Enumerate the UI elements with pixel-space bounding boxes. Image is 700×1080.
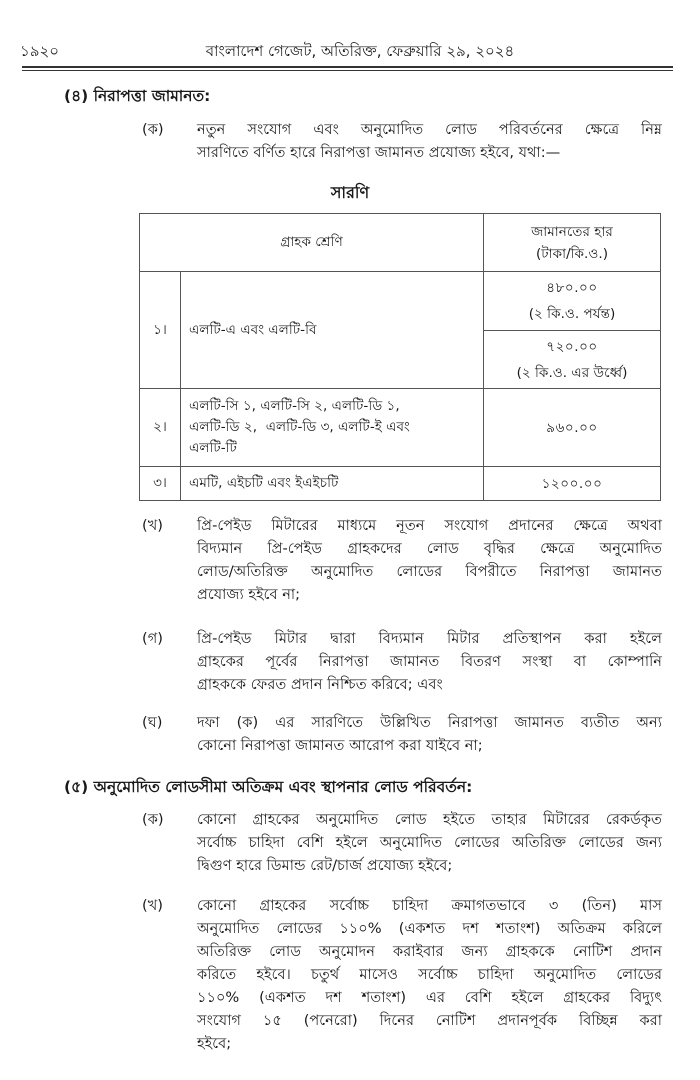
rate-value: ১২০০.০০ [484, 467, 661, 501]
row-category: এলটি-এ এবং এলটি-বি [181, 272, 484, 389]
section-4-heading: (৪) নিরাপত্তা জামানত: [64, 87, 211, 105]
clause-line: সংযোগ ১৫ (পনেরো) দিনের নোটিশ প্রদানপূর্বক বিচ্ছিন্ন করা [197, 1012, 662, 1029]
clause-4-ga [142, 627, 662, 699]
clause-4-kha [142, 514, 662, 609]
clause-line: করিতে হইবে। চতুর্থ মাসেও সর্বোচ্চ চাহিদা অনুমোদিত লোডের [197, 966, 662, 983]
table-header-row [140, 214, 661, 272]
security-deposit-table [139, 213, 661, 501]
row-serial: ২। [140, 389, 181, 467]
clause-line: লোড/অতিরিক্ত অনুমোদিত লোডের বিপরীতে নিরাপত্তা জামানত [197, 563, 662, 580]
rate-note: (২ কি.ও. এর উর্ধ্বে) [516, 364, 628, 381]
clause-line: কোনো গ্রাহকের সর্বোচ্চ চাহিদা ক্রমাগতভাবে ৩ (তিন) মাস [197, 897, 662, 914]
header-double-rule [22, 66, 673, 71]
clause-line: দফা (ক) এর সারণিতে উল্লিখিত নিরাপত্তা জামানত ব্যতীত অন্য [197, 714, 662, 731]
clause-4-ka [142, 118, 662, 168]
clause-line: দ্বিগুণ হারে ডিমান্ড রেট/চার্জ প্রযোজ্য হইবে; [197, 857, 453, 874]
clause-line: প্রি-পেইড মিটার দ্বারা বিদ্যমান মিটার প্রতিস্থাপন করা হইলে [197, 630, 662, 647]
clause-marker: (গ) [142, 630, 163, 647]
clause-marker: (ক) [142, 121, 164, 138]
clause-line: অতিরিক্ত লোড অনুমোদন করাইবার জন্য গ্রাহককে নোটিশ প্রদান [197, 943, 662, 960]
table-row [140, 389, 661, 467]
row-rate-cell [484, 331, 661, 389]
clause-line: কোনো নিরাপত্তা জামানত আরোপ করা যাইবে না; [197, 737, 483, 754]
clause-line: প্রযোজ্য হইবে না; [197, 586, 301, 603]
rate-value: ৭২০.০০ [546, 338, 598, 355]
clause-line: প্রি-পেইড মিটারের মাধ্যমে নূতন সংযোগ প্রদানের ক্ষেত্রে অথবা [197, 517, 662, 534]
row-rate-cell [484, 272, 661, 331]
table-title: সারণি [330, 183, 370, 202]
section-5-heading: (৫) অনুমোদিত লোডসীমা অতিক্রম এবং স্থাপনার লোড পরিবর্তন: [64, 778, 473, 796]
clause-line: গ্রাহকের পূর্বের নিরাপত্তা জামানত বিতরণ সংস্থা বা কোম্পানি [197, 653, 662, 670]
clause-line: নতুন সংযোগ এবং অনুমোদিত লোড পরিবর্তনের ক্ষেত্রে নিম্ন [197, 121, 662, 138]
clause-5-kha [142, 894, 662, 1059]
clause-line: সারণিতে বর্ণিত হারে নিরাপত্তা জামানত প্রযোজ্য হইবে, যথা:— [197, 144, 561, 161]
clause-marker: (ক) [142, 811, 164, 828]
clause-line: হইবে; [197, 1035, 232, 1052]
running-title: বাংলাদেশ গেজেট, অতিরিক্ত, ফেব্রুয়ারি ২৯, ২০২৪ [205, 42, 515, 60]
clause-marker: (খ) [142, 517, 163, 534]
clause-line: সর্বোচ্চ চাহিদা বেশি হইলে অনুমোদিত লোডের অতিরিক্ত লোডের জন্য [197, 834, 662, 851]
header-customer-category: গ্রাহক শ্রেণি [140, 214, 484, 272]
page-number: ১৯২০ [20, 42, 59, 60]
category-line: এলটি-সি ১, এলটি-সি ২, এলটি-ডি ১, [189, 398, 400, 414]
clause-marker: (খ) [142, 897, 163, 914]
clause-5-ka [142, 808, 662, 880]
clause-line: কোনো গ্রাহকের অনুমোদিত লোড হইতে তাহার মিটারের রেকর্ডকৃত [197, 811, 662, 828]
category-line: এলটি-টি [189, 440, 237, 456]
clause-line: ১১০% (একশত দশ শতাংশ) এর বেশি হইলে গ্রাহকের বিদ্যুৎ [197, 989, 662, 1006]
row-serial: ৩। [140, 467, 181, 501]
clause-line: গ্রাহককে ফেরত প্রদান নিশ্চিত করিবে; এবং [197, 676, 443, 693]
clause-marker: (ঘ) [142, 714, 163, 731]
table-row [140, 272, 661, 331]
rate-note: (২ কি.ও. পর্যন্ত) [528, 306, 616, 322]
header-rate-line2: (টাকা/কি.ও.) [535, 245, 609, 262]
header-deposit-rate [484, 214, 661, 272]
table-row [140, 467, 661, 501]
clause-4-gha [142, 711, 662, 761]
row-serial: ১। [140, 272, 181, 389]
category-line: এলটি-ডি ২, এলটি-ডি ৩, এলটি-ই এবং [189, 419, 410, 435]
rate-value: ৯৬০.০০ [484, 389, 661, 467]
header-rate-line1: জামানতের হার [531, 223, 613, 240]
clause-line: বিদ্যমান প্রি-পেইড গ্রাহকদের লোড বৃদ্ধির ক্ষেত্রে অনুমোদিত [197, 540, 662, 557]
clause-line: অনুমোদিত লোডের ১১০% (একশত দশ শতাংশ) অতিক্রম করিলে [197, 920, 662, 937]
row-category: এমটি, এইচটি এবং ইএইচটি [181, 467, 484, 501]
row-category [181, 389, 484, 467]
rate-value: ৪৮০.০০ [546, 280, 598, 296]
